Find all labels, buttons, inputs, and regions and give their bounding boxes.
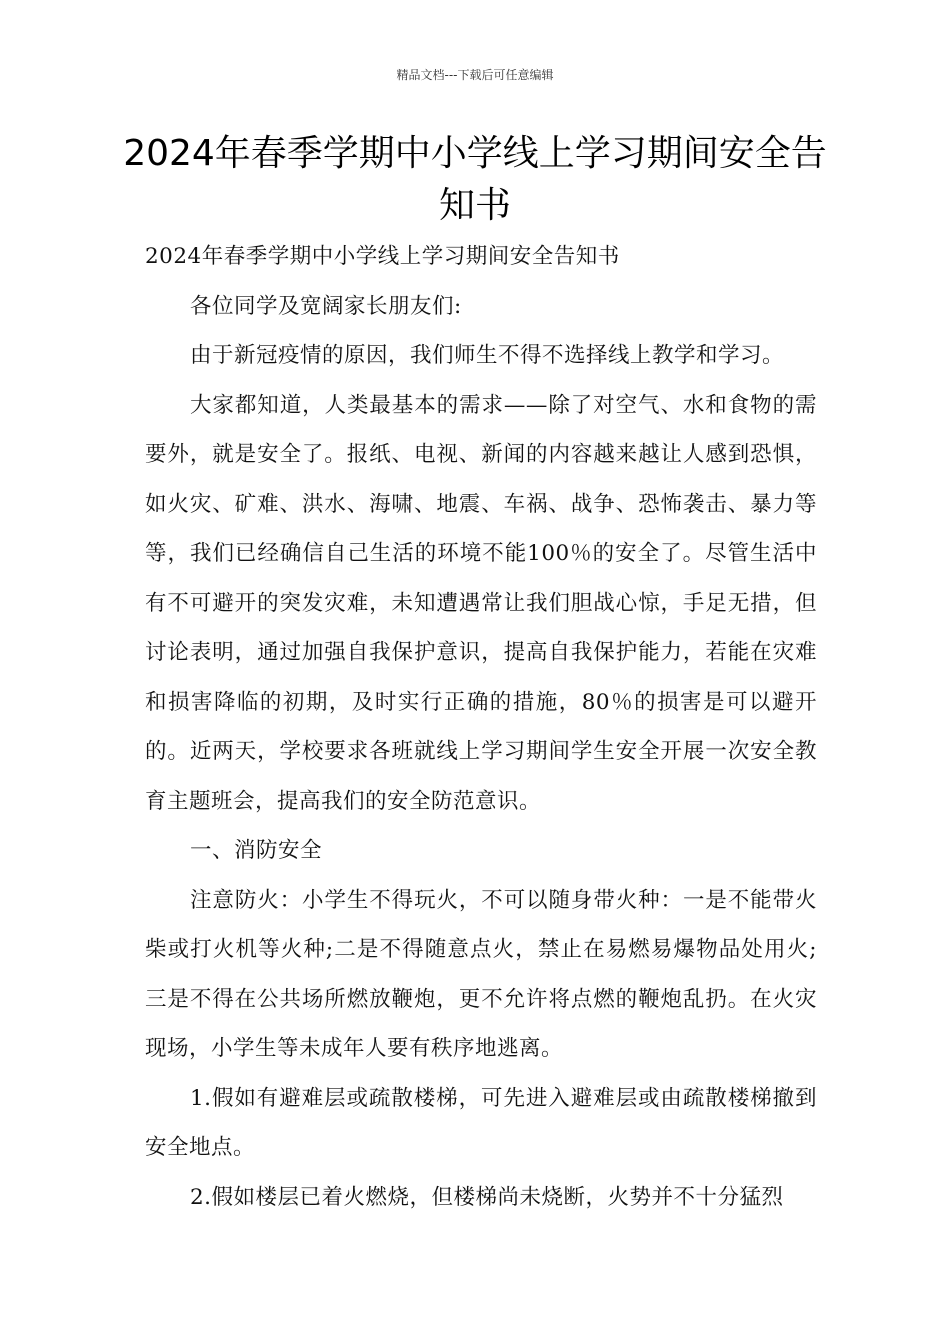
list-item-1: 1.假如有避难层或疏散楼梯，可先进入避难层或由疏散楼梯撤到安全地点。 xyxy=(145,1085,817,1160)
list-item-2: 2.假如楼层已着火燃烧，但楼梯尚未烧断，火势并不十分猛烈 xyxy=(190,1184,784,1210)
paragraph-safety-needs: 大家都知道，人类最基本的需求——除了对空气、水和食物的需要外，就是安全了。报纸、电视、新闻的内容越来越让人感到恐惧，如火灾、矿难、洪水、海啸、地震、车祸、战争、恐怖袭击、暴力等等，我们已经确信自己生活的环境不能100％的安全了。尽管生活中有不可避开的突发灾难，未知遭遇常让我们胆战心惊，手足无措，但讨论表明，通过加强自我保护意识，提高自我保护能力，若能在灾难和损害降临的初期，及时实行正确的措施，80％的损害是可以避开的。近两天，学校要求各班就线上学习期间学生安全开展一次安全教育主题班会，提高我们的安全防范意识。 xyxy=(145,392,817,814)
page-header-note: 精品文档---下载后可任意编辑 xyxy=(396,68,554,82)
document-title: 2024年春季学期中小学线上学习期间安全告知书 xyxy=(123,133,827,226)
paragraph-greeting: 各位同学及宽阔家长朋友们: xyxy=(190,293,462,319)
paragraph-intro: 由于新冠疫情的原因，我们师生不得不选择线上教学和学习。 xyxy=(190,343,785,368)
document-subtitle: 2024年春季学期中小学线上学习期间安全告知书 xyxy=(145,244,620,269)
document-body xyxy=(145,232,817,1222)
paragraph-fire-prevention: 注意防火：小学生不得玩火，不可以随身带火种：一是不能带火柴或打火机等火种;二是不得随意点火，禁止在易燃易爆物品处用火;三是不得在公共场所燃放鞭炮，更不允许将点燃的鞭炮乱扔。在火灾现场，小学生等未成年人要有秩序地逃离。 xyxy=(145,887,817,1061)
section-heading-fire-safety: 一、消防安全 xyxy=(190,838,323,863)
